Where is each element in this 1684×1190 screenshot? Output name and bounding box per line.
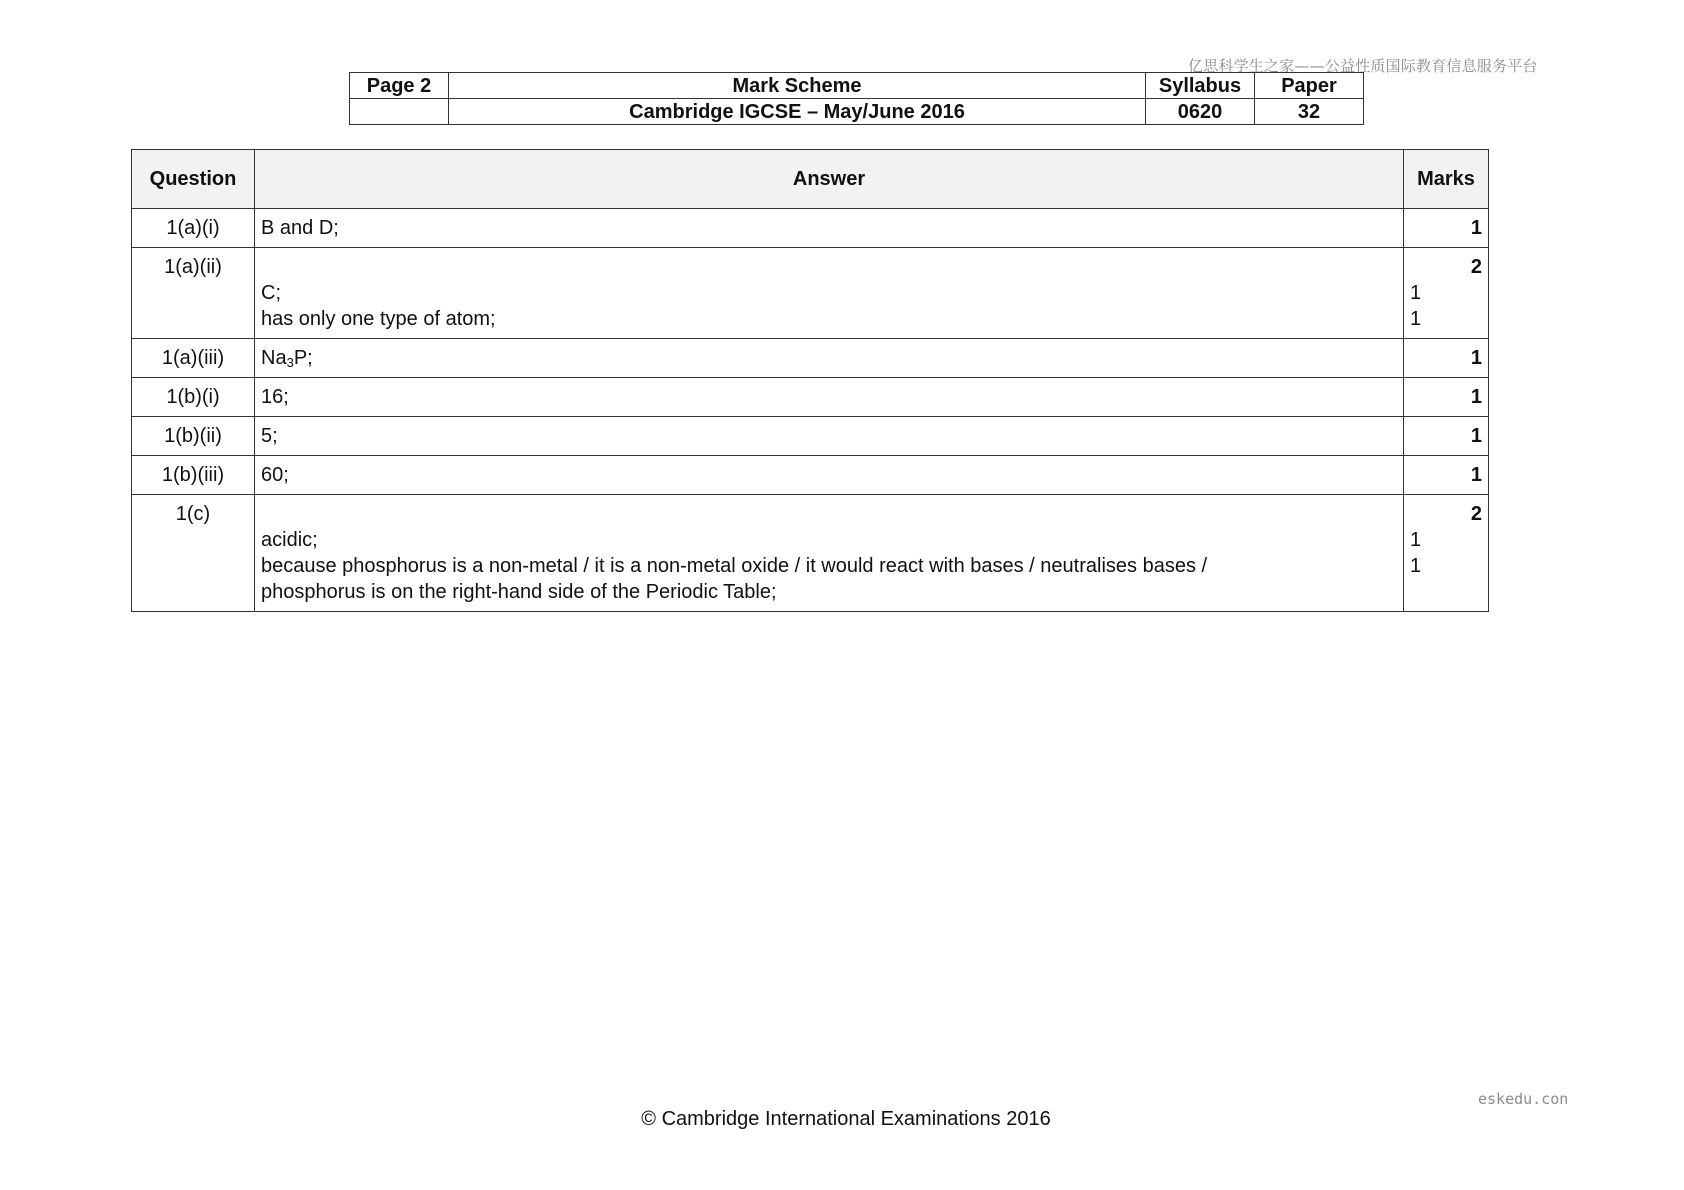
blank-line [261, 501, 1397, 527]
answer-cell [255, 248, 1404, 339]
answer-line: because phosphorus is a non-metal / it is a non-metal oxide / it would react with bases / neutralises bases / [261, 555, 1208, 577]
paper-value: 32 [1255, 99, 1364, 125]
document-title: Mark Scheme [449, 73, 1146, 99]
table-row [132, 339, 1489, 378]
mark-scheme-table [131, 149, 1489, 612]
answer-line: phosphorus is on the right-hand side of the Periodic Table; [261, 581, 777, 603]
paper-label: Paper [1255, 73, 1364, 99]
sub-mark: 1 [1410, 529, 1422, 551]
question-number: 1(b)(iii) [132, 456, 255, 495]
mark-total: 1 [1470, 464, 1482, 486]
answer-column-header: Answer [255, 150, 1404, 209]
syllabus-value: 0620 [1146, 99, 1255, 125]
formula-suffix: P; [293, 347, 313, 369]
watermark-top: 亿思科学生之家——公益性质国际教育信息服务平台 [1188, 57, 1538, 75]
question-column-header: Question [132, 150, 255, 209]
sub-mark: 1 [1410, 308, 1422, 330]
marks-cell [1404, 495, 1489, 612]
answer-line: acidic; [261, 529, 318, 551]
question-number: 1(a)(ii) [132, 248, 255, 339]
marks-cell [1404, 417, 1489, 456]
answer-text: 5; [255, 417, 1404, 456]
marks-cell [1404, 378, 1489, 417]
sub-mark: 1 [1410, 282, 1422, 304]
marks-cell [1404, 339, 1489, 378]
watermark-bottom: eskedu.con [1478, 1090, 1569, 1108]
syllabus-label: Syllabus [1146, 73, 1255, 99]
document-subtitle: Cambridge IGCSE – May/June 2016 [449, 99, 1146, 125]
answer-text: B and D; [255, 209, 1404, 248]
answer-text: 16; [255, 378, 1404, 417]
table-row [132, 378, 1489, 417]
question-number: 1(a)(i) [132, 209, 255, 248]
sub-mark: 1 [1410, 555, 1422, 577]
answer-cell [255, 339, 1404, 378]
mark-total: 2 [1470, 256, 1482, 278]
page-label-empty [350, 99, 449, 125]
copyright-footer: © Cambridge International Examinations 2016 [641, 1108, 1051, 1130]
header-table [349, 72, 1364, 125]
table-row [132, 495, 1489, 612]
answer-cell [255, 495, 1404, 612]
marks-cell [1404, 209, 1489, 248]
question-number: 1(b)(i) [132, 378, 255, 417]
table-row [132, 248, 1489, 339]
answer-line: C; [261, 282, 281, 304]
question-number: 1(b)(ii) [132, 417, 255, 456]
mark-total: 1 [1470, 386, 1482, 408]
table-row [132, 456, 1489, 495]
question-number: 1(a)(iii) [132, 339, 255, 378]
question-number: 1(c) [132, 495, 255, 612]
table-row [132, 417, 1489, 456]
marks-cell [1404, 248, 1489, 339]
answer-text: 60; [255, 456, 1404, 495]
formula-subscript: 3 [286, 355, 294, 370]
page-label: Page 2 [350, 73, 449, 99]
mark-total: 1 [1470, 347, 1482, 369]
marks-column-header: Marks [1404, 150, 1489, 209]
mark-total: 1 [1470, 425, 1482, 447]
formula-prefix: Na [261, 347, 287, 369]
marks-cell [1404, 456, 1489, 495]
answer-line: has only one type of atom; [261, 308, 496, 330]
table-header-row [132, 150, 1489, 209]
blank-line [261, 254, 1397, 280]
mark-total: 2 [1470, 503, 1482, 525]
table-row [132, 209, 1489, 248]
mark-total: 1 [1470, 217, 1482, 239]
